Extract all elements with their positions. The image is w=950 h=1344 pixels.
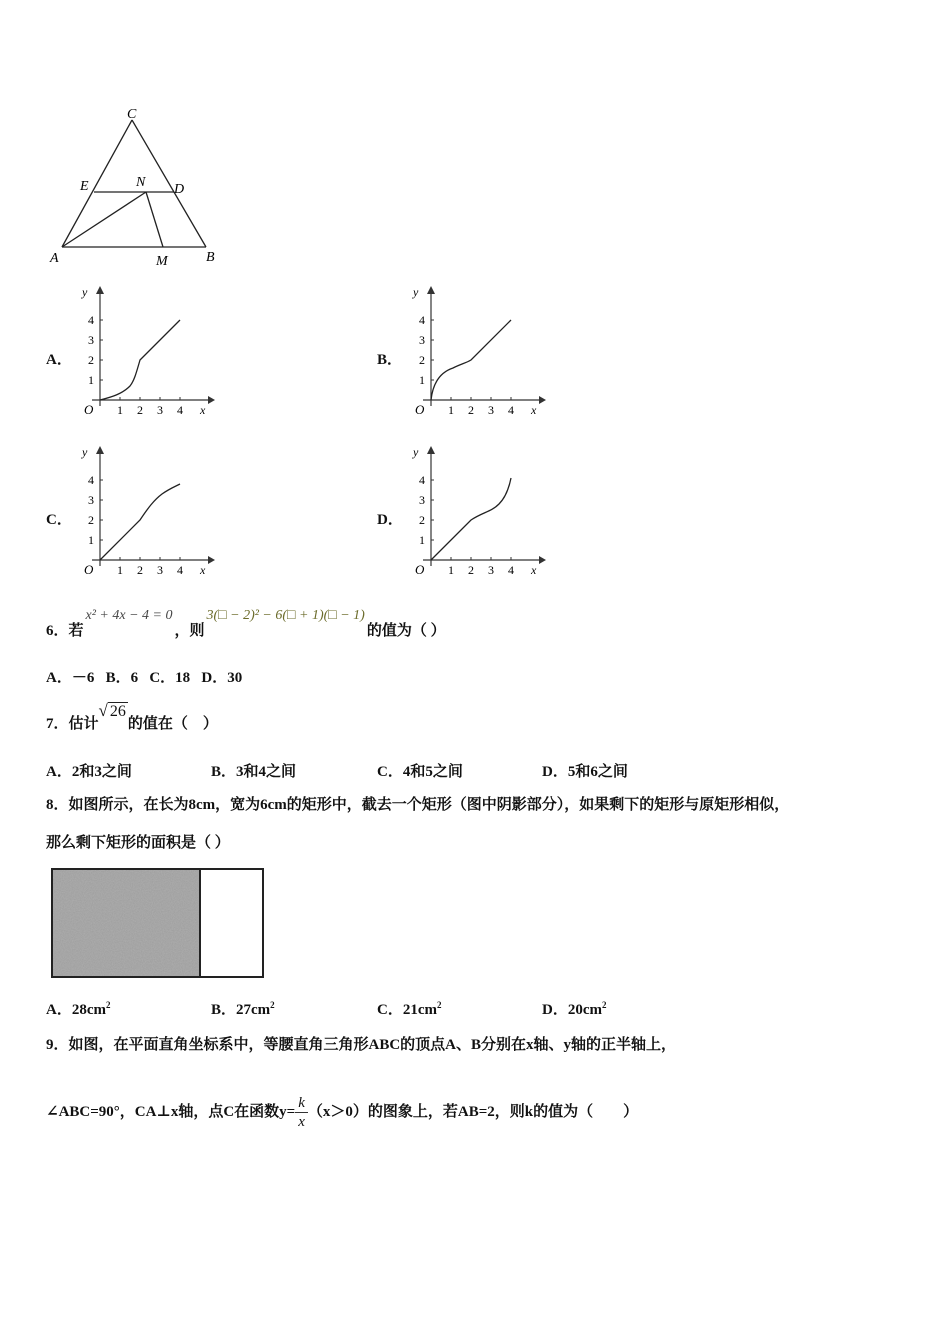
- label-B: B: [206, 250, 215, 265]
- function-curve: [100, 320, 180, 400]
- y-tick-label: 3: [88, 333, 94, 347]
- y-axis-label: y: [82, 285, 88, 299]
- x-tick-label: 3: [157, 403, 163, 417]
- graph-option-c-label: C．: [46, 512, 72, 528]
- graph-b: [403, 282, 548, 422]
- y-tick-label: 4: [419, 313, 425, 327]
- label-N: N: [136, 175, 146, 190]
- graph-option-d-label: D．: [377, 512, 403, 528]
- y-tick-label: 1: [88, 533, 94, 547]
- y-axis-arrow: [96, 446, 104, 454]
- y-tick-label: 4: [88, 473, 94, 487]
- x-tick-label: 3: [488, 563, 494, 577]
- y-axis-label: y: [413, 445, 419, 459]
- label-M: M: [156, 254, 168, 269]
- q6-options: A．－6 B．6 C．18 D．30: [46, 670, 243, 686]
- y-tick-label: 2: [419, 513, 425, 527]
- fraction-numerator: k: [295, 1094, 308, 1113]
- y-axis-arrow: [96, 286, 104, 294]
- q6-mid: ，则: [174, 623, 205, 639]
- x-tick-label: 4: [177, 563, 183, 577]
- origin-label: O: [415, 402, 425, 417]
- x-tick-label: 4: [177, 403, 183, 417]
- x-axis-label: x: [200, 563, 206, 577]
- y-tick-label: 1: [419, 533, 425, 547]
- y-tick-label: 4: [88, 313, 94, 327]
- graph-option-b-label: B．: [377, 352, 403, 368]
- q9-line2-prefix: ∠ABC=90°，CA⊥x轴，点C在函数y=: [46, 1103, 296, 1120]
- graph-a: [72, 282, 217, 422]
- x-axis-arrow: [208, 396, 215, 404]
- x-tick-label: 1: [117, 403, 123, 417]
- y-tick-label: 1: [419, 373, 425, 387]
- y-tick-label: 3: [419, 333, 425, 347]
- graph-c: [72, 442, 217, 582]
- x-axis-arrow: [539, 396, 546, 404]
- y-axis-arrow: [427, 286, 435, 294]
- y-tick-label: 2: [419, 353, 425, 367]
- label-D: D: [174, 182, 185, 197]
- y-tick-label: 1: [88, 373, 94, 387]
- x-axis-label: x: [200, 403, 206, 417]
- x-tick-label: 3: [157, 563, 163, 577]
- q6-equation: x² + 4x − 4 = 0: [85, 608, 173, 623]
- fraction-k-over-x: [295, 1094, 308, 1131]
- x-axis-arrow: [208, 556, 215, 564]
- x-axis-arrow: [539, 556, 546, 564]
- y-axis-label: y: [413, 285, 419, 299]
- sqrt-icon: √: [98, 701, 108, 720]
- q6-prefix: 6．若: [46, 623, 84, 639]
- q9-line2-suffix: （x＞0）的图象上，若AB=2，则k的值为（ ）: [307, 1103, 639, 1120]
- q7-option-b: B．3和4之间: [211, 764, 297, 780]
- x-tick-label: 1: [448, 563, 454, 577]
- q8-option-b: B．$27cm^2$: [211, 1000, 275, 1018]
- x-tick-label: 1: [448, 403, 454, 417]
- y-tick-label: 2: [88, 353, 94, 367]
- x-tick-label: 2: [137, 403, 143, 417]
- graph-d: [403, 442, 548, 582]
- q7-suffix: 的值在（ ）: [127, 716, 218, 732]
- fraction-denominator: x: [298, 1114, 305, 1130]
- y-axis-label: y: [82, 445, 88, 459]
- q6-suffix: 的值为（ ）: [366, 623, 446, 639]
- y-tick-label: 3: [88, 493, 94, 507]
- x-tick-label: 4: [508, 403, 514, 417]
- rectangle-figure: [48, 866, 274, 982]
- label-E: E: [80, 179, 89, 194]
- origin-label: O: [415, 562, 425, 577]
- q7-line: [46, 700, 218, 732]
- q8-line1: 8．如图所示，在长为8cm，宽为6cm的矩形中，截去一个矩形（图中阴影部分），如果剩下的矩形与原矩形相似，: [46, 797, 790, 813]
- y-tick-label: 3: [419, 493, 425, 507]
- q8-line2: 那么剩下矩形的面积是（ ）: [46, 835, 230, 851]
- q8-option-c: C．$21cm^2$: [377, 1000, 442, 1018]
- origin-label: O: [84, 562, 94, 577]
- x-tick-label: 2: [137, 563, 143, 577]
- q8-option-a: A．$28cm^2$: [46, 1000, 111, 1018]
- x-axis-label: x: [531, 403, 537, 417]
- y-axis-arrow: [427, 446, 435, 454]
- graph-option-a-label: A．: [46, 352, 72, 368]
- x-tick-label: 4: [508, 563, 514, 577]
- triangle-figure: [40, 100, 230, 270]
- q7-prefix: 7．估计: [46, 716, 99, 732]
- x-tick-label: 2: [468, 563, 474, 577]
- x-tick-label: 2: [468, 403, 474, 417]
- label-A: A: [50, 251, 59, 266]
- function-curve: [431, 478, 511, 560]
- q9-line1: 9．如图，在平面直角坐标系中，等腰直角三角形ABC的顶点A、B分别在x轴、y轴的正半轴上，: [46, 1037, 677, 1053]
- q6-expression: 3(□ − 2)² − 6(□ + 1)(□ − 1): [206, 608, 365, 623]
- q6-line: [46, 603, 446, 639]
- origin-label: O: [84, 402, 94, 417]
- x-tick-label: 1: [117, 563, 123, 577]
- q9-line2: [46, 1094, 638, 1131]
- q7-option-d: D．5和6之间: [542, 764, 628, 780]
- y-tick-label: 2: [88, 513, 94, 527]
- x-axis-label: x: [531, 563, 537, 577]
- x-tick-label: 3: [488, 403, 494, 417]
- function-curve: [100, 484, 180, 560]
- q7-option-a: A．2和3之间: [46, 764, 132, 780]
- q7-radical: 26: [109, 703, 126, 720]
- function-curve: [431, 320, 511, 400]
- q7-option-c: C．4和5之间: [377, 764, 463, 780]
- y-tick-label: 4: [419, 473, 425, 487]
- label-C: C: [127, 107, 137, 122]
- q8-option-d: D．$20cm^2$: [542, 1000, 607, 1018]
